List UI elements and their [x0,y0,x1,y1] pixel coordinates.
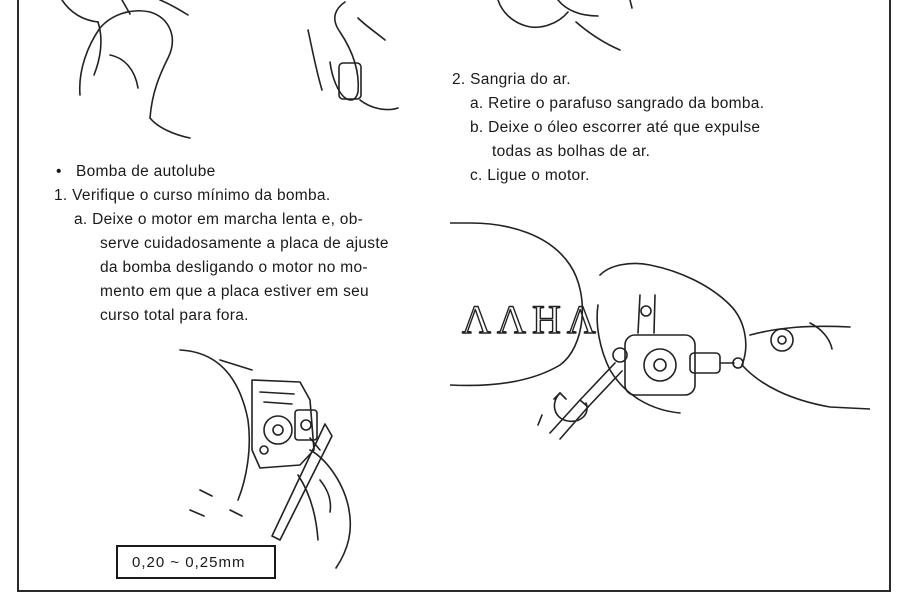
step-c-text: c. Ligue o motor. [470,167,590,184]
step-1a-line4: mento em que a placa estiver em seu [100,283,369,300]
step-1-text: 1. Verifique o curso mínimo da bomba. [54,187,331,204]
page-border-left [17,0,19,592]
page-border-bottom [17,590,891,592]
section-heading-sangria: 2. Sangria do ar. [452,71,571,88]
pump-adjust-illustration [160,340,390,570]
hand-illustration-top-left [40,0,440,145]
step-1a-line3: da bomba desligando o motor no mo- [100,259,368,276]
page-border-right [889,0,891,592]
step-b-line1: b. Deixe o óleo escorrer até que expulse [470,119,761,136]
step-a-text: a. Retire o parafuso sangrado da bomba. [470,95,765,112]
step-1a-line1: a. Deixe o motor em marcha lenta e, ob- [74,211,364,228]
clearance-measurement-box [116,545,276,579]
step-b-line2: todas as bolhas de ar. [492,143,651,160]
step-1a-line5: curso total para fora. [100,307,249,324]
engine-logo-text: ΛΛΗΛ [462,297,602,342]
pump-bleed-illustration [450,215,870,445]
bullet-dot: • [56,163,62,180]
step-1a-line2: serve cuidadosamente a placa de ajuste [100,235,389,252]
hand-illustration-top-right [480,0,650,60]
section-heading-bomba: Bomba de autolube [76,163,216,180]
clearance-value: 0,20 ~ 0,25mm [132,553,246,571]
